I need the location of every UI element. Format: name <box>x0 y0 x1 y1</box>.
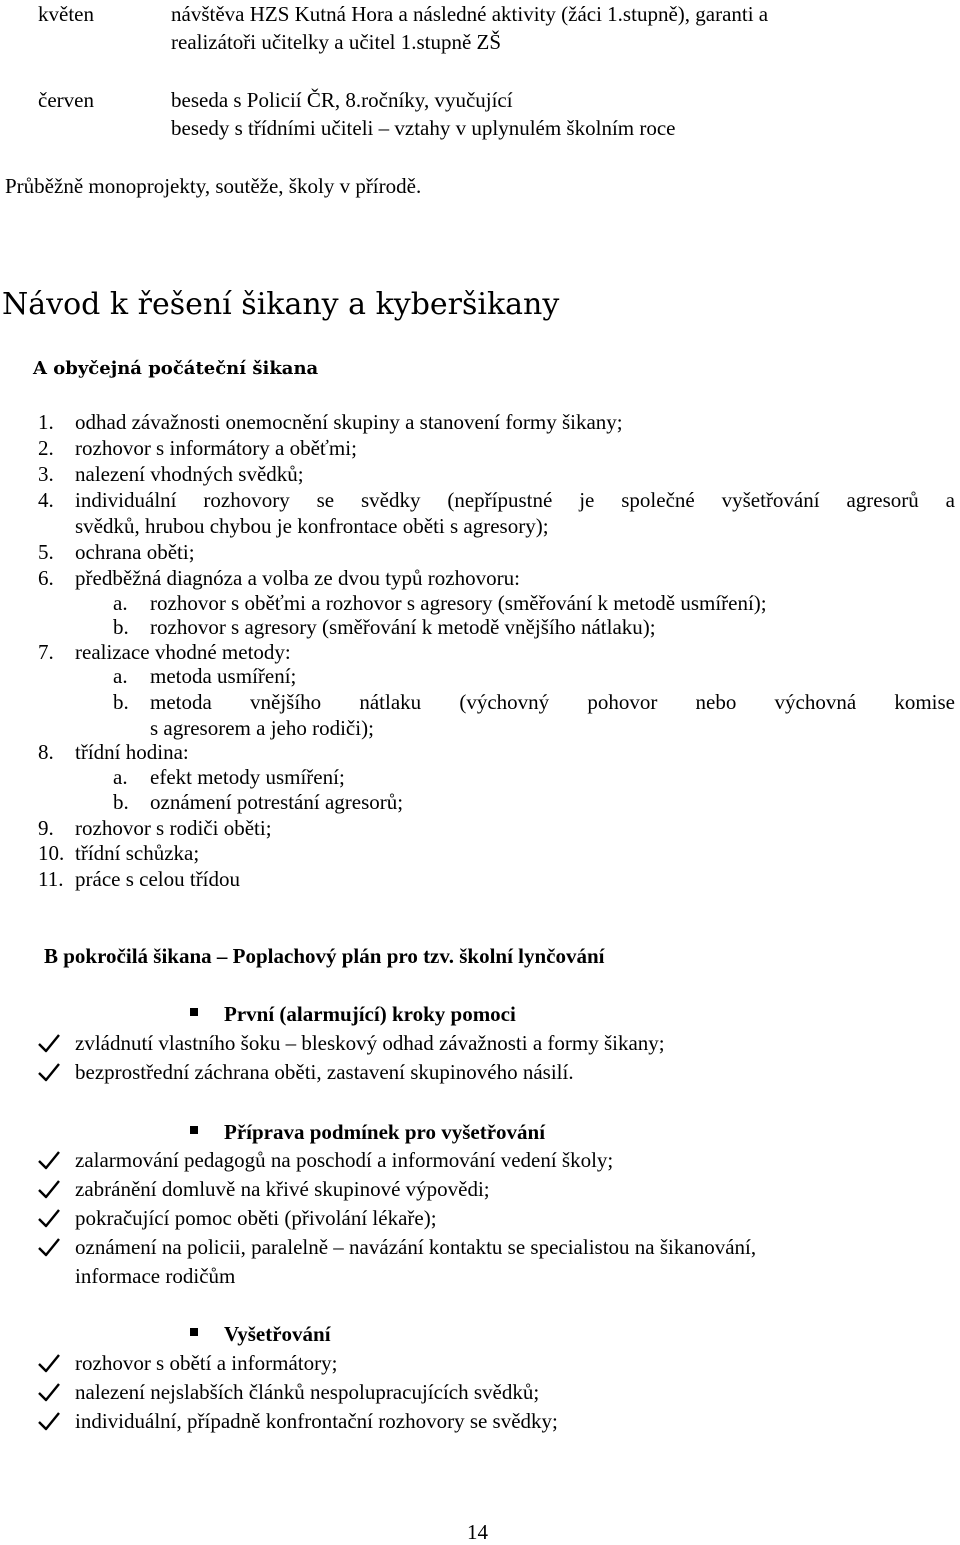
check-item: nalezení nejslabších článků nespolupracujících svědků; <box>75 1380 540 1404</box>
list-item: třídní hodina: <box>75 740 189 764</box>
checkmark-icon <box>38 1179 62 1199</box>
list-item: nalezení vhodných svědků; <box>75 462 304 486</box>
group-title: První (alarmující) kroky pomoci <box>224 1002 516 1026</box>
list-number: 6. <box>38 566 54 590</box>
check-item: zvládnutí vlastního šoku – bleskový odhad závažnosti a formy šikany; <box>75 1031 665 1055</box>
schedule-month-may: květen <box>38 2 94 26</box>
list-subitem: efekt metody usmíření; <box>150 765 345 789</box>
list-letter: b. <box>113 790 129 814</box>
checkmark-icon <box>38 1353 62 1373</box>
list-letter: a. <box>113 664 128 688</box>
group-title: Vyšetřování <box>224 1322 331 1346</box>
list-number: 7. <box>38 640 54 664</box>
square-bullet-icon <box>190 1328 198 1336</box>
list-number: 5. <box>38 540 54 564</box>
list-item: odhad závažnosti onemocnění skupiny a stanovení formy šikany; <box>75 410 623 434</box>
check-item: bezprostřední záchrana oběti, zastavení skupinového násilí. <box>75 1060 574 1084</box>
list-item: rozhovor s rodiči oběti; <box>75 816 272 840</box>
list-number: 8. <box>38 740 54 764</box>
list-letter: b. <box>113 690 129 714</box>
checkmark-icon <box>38 1150 62 1170</box>
checkmark-icon <box>38 1062 62 1082</box>
section-a-heading: A obyčejná počáteční šikana <box>33 358 319 379</box>
list-letter: a. <box>113 765 128 789</box>
page-number: 14 <box>467 1520 488 1544</box>
page-title: Návod k řešení šikany a kyberšikany <box>2 287 560 322</box>
checkmark-icon <box>38 1208 62 1228</box>
ongoing-activities: Průběžně monoprojekty, soutěže, školy v přírodě. <box>5 174 422 198</box>
schedule-text-line: návštěva HZS Kutná Hora a následné aktivity (žáci 1.stupně), garanti a <box>171 2 769 26</box>
check-item: pokračující pomoc oběti (přivolání lékaře); <box>75 1206 437 1230</box>
schedule-text-line: realizátoři učitelky a učitel 1.stupně ZŠ <box>171 30 502 54</box>
check-item: zalarmování pedagogů na poschodí a informování vedení školy; <box>75 1148 614 1172</box>
check-item-continuation: informace rodičům <box>75 1264 236 1288</box>
list-subitem: metoda vnějšího nátlaku (výchovný pohovor nebo výchovná komise <box>150 690 955 714</box>
list-subitem: metoda usmíření; <box>150 664 297 688</box>
list-letter: a. <box>113 591 128 615</box>
list-item: předběžná diagnóza a volba ze dvou typů rozhovoru: <box>75 566 520 590</box>
list-number: 3. <box>38 462 54 486</box>
list-number: 10. <box>38 841 65 865</box>
list-item-continuation: svědků, hrubou chybou je konfrontace oběti s agresory); <box>75 514 549 538</box>
list-number: 4. <box>38 488 54 512</box>
check-item: rozhovor s obětí a informátory; <box>75 1351 338 1375</box>
check-item: oznámení na policii, paralelně – navázání kontaktu se specialistou na šikanování, <box>75 1235 757 1259</box>
list-number: 1. <box>38 410 54 434</box>
check-item: individuální, případně konfrontační rozhovory se svědky; <box>75 1409 558 1433</box>
checkmark-icon <box>38 1033 62 1053</box>
checkmark-icon <box>38 1411 62 1431</box>
list-number: 11. <box>38 867 64 891</box>
schedule-month-june: červen <box>38 88 94 112</box>
square-bullet-icon <box>190 1008 198 1016</box>
section-b-heading: B pokročilá šikana – Poplachový plán pro tzv. školní lynčování <box>44 944 605 968</box>
schedule-text-line: beseda s Policií ČR, 8.ročníky, vyučující <box>171 88 513 112</box>
list-subitem-continuation: s agresorem a jeho rodiči); <box>150 716 374 740</box>
list-item: individuální rozhovory se svědky (nepřípustné je společné vyšetřování agresorů a <box>75 488 955 512</box>
list-item: rozhovor s informátory a oběťmi; <box>75 436 357 460</box>
check-item: zabránění domluvě na křivé skupinové výpovědi; <box>75 1177 490 1201</box>
list-number: 9. <box>38 816 54 840</box>
checkmark-icon <box>38 1237 62 1257</box>
list-item: ochrana oběti; <box>75 540 195 564</box>
list-subitem: rozhovor s agresory (směřování k metodě vnějšího nátlaku); <box>150 615 656 639</box>
list-item: práce s celou třídou <box>75 867 241 891</box>
checkmark-icon <box>38 1382 62 1402</box>
list-item: třídní schůzka; <box>75 841 200 865</box>
square-bullet-icon <box>190 1126 198 1134</box>
list-subitem: rozhovor s oběťmi a rozhovor s agresory (směřování k metodě usmíření); <box>150 591 767 615</box>
list-letter: b. <box>113 615 129 639</box>
group-title: Příprava podmínek pro vyšetřování <box>224 1120 546 1144</box>
list-item: realizace vhodné metody: <box>75 640 291 664</box>
list-subitem: oznámení potrestání agresorů; <box>150 790 404 814</box>
schedule-text-line: besedy s třídními učiteli – vztahy v uplynulém školním roce <box>171 116 676 140</box>
list-number: 2. <box>38 436 54 460</box>
